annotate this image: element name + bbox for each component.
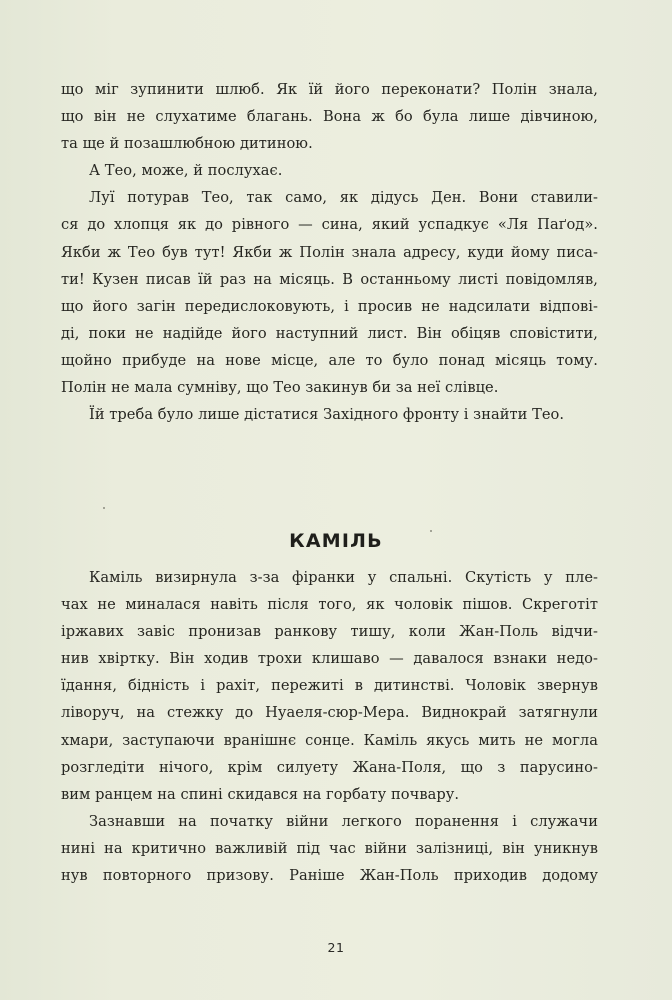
text-line: Зазнавши на початку війни легкого поранення і служачи xyxy=(89,812,598,830)
text-line: що він не слухатиме благань. Вона ж бо була лише дівчиною, xyxy=(61,108,598,126)
text-line: іржавих завіс пронизав ранкову тишу, коли Жан-Поль відчи- xyxy=(61,623,598,641)
paragraph xyxy=(61,157,598,184)
print-speck xyxy=(103,507,105,509)
paragraph xyxy=(61,808,598,889)
text-line: вим ранцем на спині скидався на горбату почвару. xyxy=(61,785,460,803)
text-line: Якби ж Тео був тут! Якби ж Полін знала адресу, куди йому писа- xyxy=(61,243,598,261)
text-line: ти! Кузен писав їй раз на місяць. В останньому листі повідомляв, xyxy=(61,270,598,288)
text-line: нив хвіртку. Він ходив трохи клишаво — давалося взнаки недо- xyxy=(61,650,598,668)
text-line: ді, поки не надійде його наступний лист. Він обіцяв сповістити, xyxy=(61,324,598,342)
text-line: нув повторного призову. Раніше Жан-Поль приходив додому xyxy=(61,867,598,885)
chapter-title: КАМІЛЬ xyxy=(289,529,383,552)
page-number: 21 xyxy=(327,940,345,955)
text-line: Каміль визирнула з-за фіранки у спальні. Скутість у пле- xyxy=(89,569,598,586)
paragraph xyxy=(61,184,598,401)
text-line: їдання, бідність і рахіт, пережиті в дитинстві. Чоловік звернув xyxy=(61,677,598,695)
text-block-bottom xyxy=(61,564,598,889)
text-line: Луї потурав Тео, так само, як дідусь Ден. Вони ставили- xyxy=(89,189,598,207)
text-line: та ще й позашлюбною дитиною. xyxy=(61,135,313,153)
text-line: Їй треба було лише дістатися Західного фронту і знайти Тео. xyxy=(89,406,565,424)
text-line: що його загін передислоковують, і просив не надсилати відпові- xyxy=(61,297,598,315)
text-line: ся до хлопця як до рівного — сина, який успадкує «Ля Паґод». xyxy=(61,216,598,234)
text-line: ліворуч, на стежку до Нуаеля-сюр-Мера. Виднокрай затягнули xyxy=(61,704,598,722)
text-line: А Тео, може, й послухає. xyxy=(89,162,283,180)
paragraph xyxy=(61,76,598,157)
text-line: нині на критично важливій під час війни залізниці, він уникнув xyxy=(61,839,598,857)
paragraph xyxy=(61,401,598,428)
text-line: щойно прибуде на нове місце, але то було понад місяць тому. xyxy=(61,351,598,369)
text-line: хмари, заступаючи вранішнє сонце. Каміль якусь мить не могла xyxy=(61,731,598,749)
text-line: що міг зупинити шлюб. Як їй його переконати? Полін знала, xyxy=(61,81,598,98)
text-line: Полін не мала сумніву, що Тео закинув би за неї слівце. xyxy=(61,379,499,397)
paragraph xyxy=(61,564,598,808)
text-line: розгледіти нічого, крім силуету Жана-Поля, що з парусино- xyxy=(61,758,598,776)
text-line: чах не миналася навіть після того, як чоловік пішов. Скреготіт xyxy=(61,596,598,614)
text-block-top xyxy=(61,76,598,428)
